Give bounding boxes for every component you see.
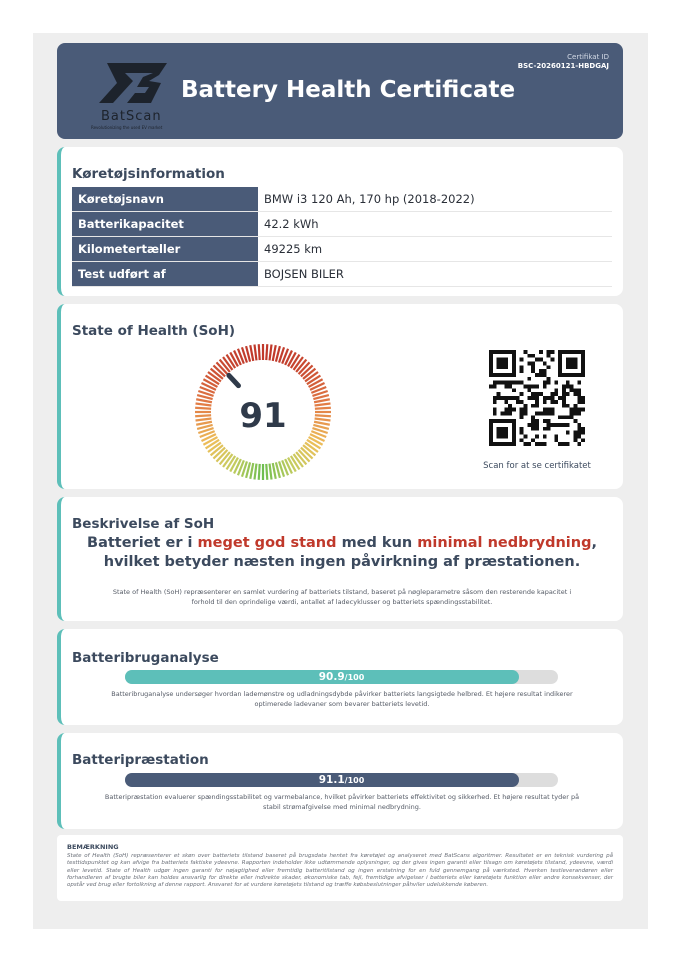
gauge-tick [315,415,331,416]
gauge-tick [196,419,212,421]
gauge-tick [250,463,253,479]
gauge-tick [196,403,212,405]
row-key: Test udført af [72,262,258,286]
gauge-tick [259,464,260,480]
gauge-tick [266,344,267,360]
certificate-id: BSC-20260121-HBDGAJ [517,62,609,70]
gauge-tick [195,408,211,409]
certificate-page [33,33,648,929]
gauge-tick [254,464,256,480]
gauge-tick [273,345,276,361]
soh-card [57,304,623,489]
gauge-tick [196,399,212,402]
gauge-tick [315,403,331,405]
row-key: Kilometertæller [72,237,258,261]
usage-analysis-heading: Batteribruganalyse [72,650,219,666]
gauge-tick [270,345,272,361]
usage-score-value: 90.9 [318,671,345,683]
gauge-tick [315,408,331,409]
usage-score-label [125,670,558,684]
performance-explanation: Batteripræstation evaluerer spændingsstabilitet og varmebalance, hvilket påvirker batteriets effektivitet og sikkerhed. Et højere resultat tyder på stabil strømafgivelse med minimal nedbrydning. [104,793,580,811]
soh-description-heading: Beskrivelse af SoH [72,516,215,532]
disclaimer-text: State of Health (SoH) repræsenterer et skøn over batteriets tilstand baseret på brugsdata hentet fra køretøjet og analyseret med BatScans algoritmer. Resultatet er en teknisk vurdering på testtidspunktet og kan afvige fra batteriets faktiske ydeevne. Rapporten indeholder ikke udtømmende oplysninger, og der gives ingen garanti eller tilsagn om køretøjets tilstand, ydeevne, værdi eller levetid. State of Health udgør ingen garanti for nøjagtighed eller fremtidig batteritilstand og ingen erstatning for en fuld gennemgang på værksted. Hverken testleverandøren eller forhandleren af brugte biler kan holdes ansvarlig for direkte eller indirekte skader, økonomiske tab, fejl, fremtidige afvigelser i batteriets eller køretøjets funktion eller andre konsekvenser, der opstår ved brug eller fortolkning af denne rapport. Ansvaret for at vurdere køretøjets tilstand og træffe købsbeslutninger påhviler udelukkende køberen. [67,853,613,889]
vehicle-info-table [72,187,612,287]
summary-text: , hvilket betyder næsten ingen påvirkning af præstationen. [103,535,597,570]
certificate-header [57,43,623,139]
qr-code[interactable] [489,350,585,446]
gauge-needle [229,375,239,385]
row-value: 42.2 kWh [258,212,612,236]
disclaimer-heading: BEMÆRKNING [67,843,119,851]
usage-score-denominator: /100 [344,673,365,682]
gauge-tick [314,399,330,402]
gauge-tick [195,415,211,416]
row-value: BOJSEN BILER [258,262,612,286]
gauge-tick [254,345,256,361]
gauge-tick [266,464,267,480]
gauge-tick [314,422,330,425]
vehicle-info-card [57,147,623,296]
batscan-logo [91,61,181,133]
summary-text: med kun [336,535,418,551]
certificate-title: Battery Health Certificate [181,77,516,103]
table-row [72,212,612,237]
logo-wordmark: BatScan [101,109,162,124]
table-row [72,187,612,212]
usage-analysis-card [57,629,623,725]
performance-score-label [125,773,558,787]
logo-tagline: Revolutionizing the used EV market [91,125,163,130]
gauge-tick [259,344,260,360]
gauge-tick [273,463,276,479]
summary-highlight-degradation: minimal nedbrydning [417,535,592,551]
table-row [72,262,612,287]
disclaimer-note [57,835,623,901]
performance-card [57,733,623,829]
gauge-tick [315,419,331,421]
table-row [72,237,612,262]
summary-text: Batteriet er i [87,535,198,551]
soh-explanation: State of Health (SoH) repræsenterer en samlet vurdering af batteriets tilstand, baseret på nøgleparametre såsom den resterende kapacitet i forhold til den oprindelige værdi, antallet af ladecyklusser og batteriets spændingsstabilitet. [112,588,572,606]
soh-heading: State of Health (SoH) [72,323,236,339]
qr-caption: Scan for at se certifikatet [483,461,591,471]
performance-score-denominator: /100 [344,776,365,785]
gauge-tick [250,345,253,361]
usage-analysis-explanation: Batteribruganalyse undersøger hvordan lademønstre og udladningsdybde påvirker batteriets langsigtede helbred. Et højere resultat indikerer optimerede ladevaner som bevarer batteriets levetid. [111,690,573,708]
row-value: BMW i3 120 Ah, 170 hp (2018-2022) [258,187,612,211]
usage-score-bar [125,670,558,684]
row-key: Køretøjsnavn [72,187,258,211]
summary-highlight-condition: meget god stand [197,535,337,551]
performance-score-bar [125,773,558,787]
performance-heading: Batteripræstation [72,752,209,768]
gauge-tick [270,464,272,480]
soh-description-card [57,497,623,621]
soh-gauge [193,342,333,482]
soh-value: 91 [239,396,287,436]
soh-summary [61,534,623,572]
performance-score-value: 91.1 [318,774,345,786]
gauge-tick [196,422,212,425]
row-key: Batterikapacitet [72,212,258,236]
batscan-logo-icon [91,61,181,109]
row-value: 49225 km [258,237,612,261]
certificate-id-label: Certifikat ID [567,53,609,61]
vehicle-info-heading: Køretøjsinformation [72,166,225,182]
